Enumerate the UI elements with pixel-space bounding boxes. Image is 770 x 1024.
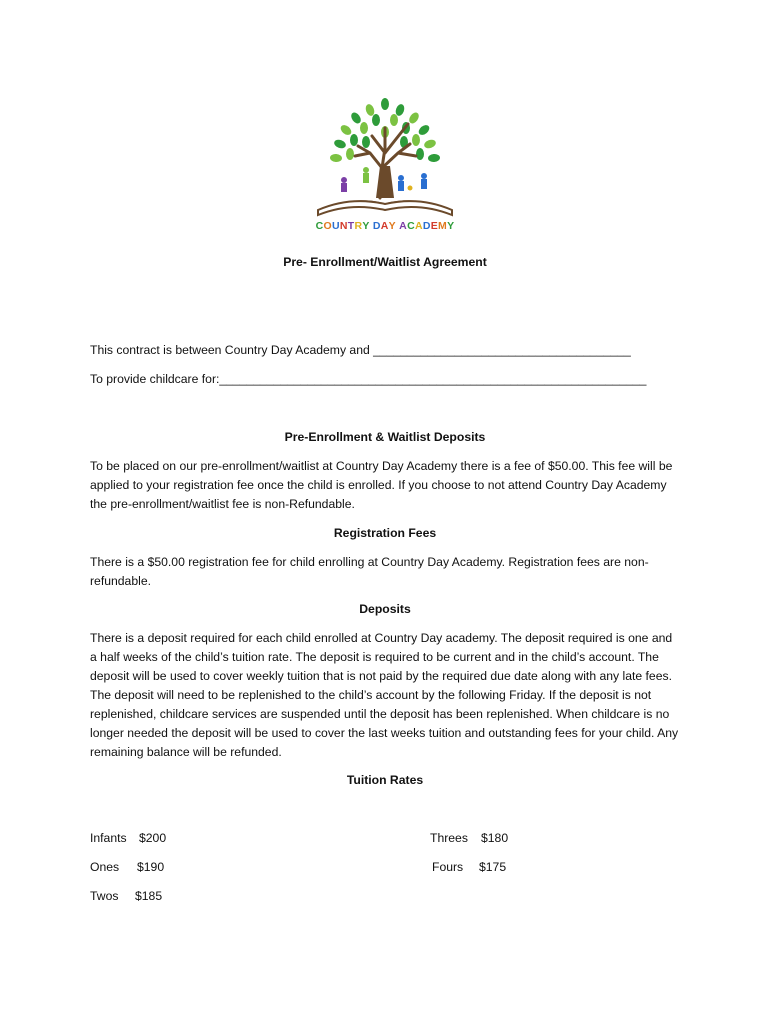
deposit-heading: Deposits xyxy=(359,602,411,616)
page-title: Pre- Enrollment/Waitlist Agreement xyxy=(283,255,487,269)
tuition-threes-label: Threes xyxy=(430,831,468,845)
logo-wordmark xyxy=(310,220,460,232)
tuition-fours-price: $175 xyxy=(479,860,507,874)
tuition-ones-price: $190 xyxy=(137,860,165,874)
logo-letter: T xyxy=(347,220,355,232)
tuition-twos-price: $185 xyxy=(135,889,163,903)
tuition-infants-price: $200 xyxy=(139,831,167,845)
logo-letter: A xyxy=(380,220,389,232)
logo-letter: M xyxy=(438,220,448,232)
logo-letter: C xyxy=(315,220,324,232)
logo-letter: Y xyxy=(447,220,455,232)
logo-letter: E xyxy=(430,220,439,232)
tuition-ones-label: Ones xyxy=(90,860,120,874)
tuition-threes-price: $180 xyxy=(481,831,509,845)
logo-letter: R xyxy=(354,220,363,232)
childcare-for-line: To provide childcare for:_______________________________________________________________ xyxy=(90,372,647,386)
tuition-infants-label: Infants xyxy=(90,831,127,845)
logo-letter: Y xyxy=(388,220,396,232)
logo-letter: U xyxy=(331,220,340,232)
deposit-paragraph: There is a deposit required for each child enrolled at Country Day academy. The deposit required is one and a half weeks of the child’s tuition rate. The deposit is required to be current and in the child’s account. The deposit will be used to cover weekly tuition that is not paid by the required due date along with any late fees. The deposit will need to be replenished to the child’s account by the following Friday. If the deposit is not replenished, childcare services are suspended until the deposit has been replenished. When childcare is no longer needed the deposit will be used to cover the last weeks tuition and outstanding fees for your child. Any remaining balance will be refunded. xyxy=(90,631,679,759)
logo-letter: D xyxy=(372,220,381,232)
tuition-heading: Tuition Rates xyxy=(346,773,424,787)
deposits-paragraph: To be placed on our pre-enrollment/waitlist at Country Day Academy there is a fee of $50.00. This fee will be applied to your registration fee once the child is enrolled. If you choose to not attend Country Day Academy the pre-enrollment/waitlist fee is non-Refundable. xyxy=(90,459,673,511)
logo-letter: N xyxy=(339,220,348,232)
logo-letter: O xyxy=(323,220,332,232)
tuition-fours-label: Fours xyxy=(432,860,464,874)
contract-party-line: This contract is between Country Day Academy and ______________________________________ xyxy=(90,343,631,357)
academy-logo xyxy=(310,98,460,238)
deposits-heading: Pre-Enrollment & Waitlist Deposits xyxy=(284,430,486,444)
registration-paragraph: There is a $50.00 registration fee for child enrolling at Country Day Academy. Registration fees are non-refundable. xyxy=(90,555,649,588)
logo-letter: A xyxy=(414,220,423,232)
logo-letter: C xyxy=(407,220,415,232)
tree-book-icon xyxy=(310,98,460,220)
tuition-twos-label: Twos xyxy=(90,889,119,903)
logo-letter: A xyxy=(399,220,408,232)
logo-letter: Y xyxy=(362,220,370,232)
logo-letter: D xyxy=(422,220,431,232)
registration-heading: Registration Fees xyxy=(333,526,437,540)
